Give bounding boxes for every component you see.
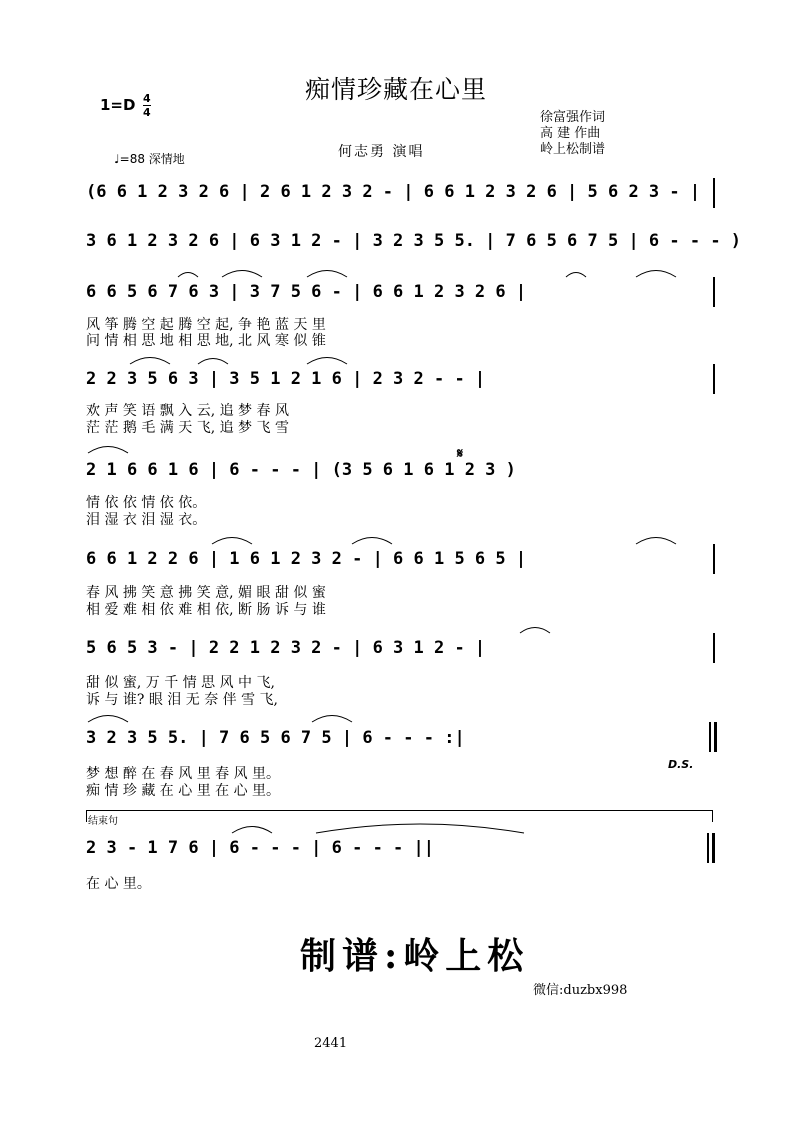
tie — [316, 824, 524, 833]
lyric-row-5-verse-2: 泪 湿 衣 泪 湿 衣。 — [86, 512, 207, 528]
lyric-row-7-verse-1: 甜 似 蜜, 万 千 情 思 风 中 飞, — [86, 675, 275, 691]
notation-row-7: 5 6 5 3 - | 2 2 1 2 3 2 - | 6 3 1 2 - | — [86, 638, 486, 658]
slur — [352, 538, 392, 545]
transcriber-signature: 制谱:岭上松 — [300, 935, 530, 977]
segno-sign: 𝄋 — [457, 446, 464, 462]
slur — [232, 827, 272, 834]
credits — [540, 110, 605, 158]
ending-label: 结束句 — [88, 816, 118, 827]
slur — [636, 271, 676, 278]
time-signature-denominator: 4 — [143, 106, 151, 119]
barline — [713, 544, 715, 574]
slur — [307, 358, 347, 365]
lyric-row-3-verse-2: 问 情 相 思 地 相 思 地, 北 风 寒 似 锥 — [86, 333, 326, 349]
ending-bracket-left — [86, 810, 87, 822]
da-segno-mark: D.S. — [668, 758, 694, 771]
slur — [88, 447, 128, 454]
slur — [307, 271, 347, 278]
slur — [212, 538, 252, 545]
notation-row-9: 2 3 - 1 7 6 | 6 - - - | 6 - - - || — [86, 838, 434, 858]
repeat-barline-thin — [709, 722, 711, 752]
notation-row-1: (6 6 1 2 3 2 6 | 2 6 1 2 3 2 - | 6 6 1 2 3 2 6 | 5 6 2 3 - | — [86, 182, 701, 202]
lyric-row-8-verse-2: 痴 情 珍 藏 在 心 里 在 心 里。 — [86, 783, 281, 799]
tempo-marking: ♩=88 深情地 — [114, 152, 185, 166]
lyric-row-4-verse-2: 茫 茫 鹅 毛 满 天 飞, 追 梦 飞 雪 — [86, 420, 289, 436]
barline — [713, 364, 715, 394]
lyric-row-7-verse-2: 诉 与 谁? 眼 泪 无 奈 伴 雪 飞, — [86, 692, 279, 708]
page-title: 痴情珍藏在心里 — [304, 75, 487, 104]
slur — [178, 273, 198, 278]
lyricist-credit: 徐富强作词 — [540, 110, 606, 125]
slur — [130, 358, 170, 365]
slur — [88, 716, 128, 723]
slur — [636, 538, 676, 545]
notation-row-3: 6 6 5 6 7 6 3 | 3 7 5 6 - | 6 6 1 2 3 2 6 | — [86, 282, 527, 302]
notation-row-5: 2 1 6 6 1 6 | 6 - - - | (3 5 6 1 6 1 2 3 ) — [86, 460, 516, 480]
notation-row-6: 6 6 1 2 2 6 | 1 6 1 2 3 2 - | 6 6 1 5 6 5 | — [86, 549, 527, 569]
lyric-row-8-verse-1: 梦 想 醉 在 春 风 里 春 风 里。 — [86, 766, 281, 782]
key-signature: 1=D — [100, 96, 136, 114]
lyric-row-6-verse-1: 春 风 拂 笑 意 拂 笑 意, 媚 眼 甜 似 蜜 — [86, 585, 326, 601]
notation-row-2: 3 6 1 2 3 2 6 | 6 3 1 2 - | 3 2 3 5 5. | 7 6 5 6 7 5 | 6 - - - ) — [86, 231, 742, 251]
lyric-row-9: 在 心 里。 — [86, 876, 151, 892]
slur — [520, 628, 550, 634]
time-signature-numerator: 4 — [143, 92, 151, 105]
ending-bracket — [86, 810, 713, 811]
final-barline-thin — [707, 833, 709, 863]
page-number: 2441 — [314, 1036, 348, 1051]
time-signature — [143, 92, 151, 119]
composer-credit: 高 建 作曲 — [540, 126, 601, 141]
notation-row-8: 3 2 3 5 5. | 7 6 5 6 7 5 | 6 - - - :| — [86, 728, 465, 748]
ending-bracket-right — [712, 810, 713, 822]
slur — [222, 271, 262, 278]
performer: 何志勇 演唱 — [338, 144, 425, 160]
final-barline-thick — [712, 833, 715, 863]
lyric-row-5-verse-1: 情 依 依 情 依 依。 — [86, 495, 207, 511]
barline — [713, 178, 715, 208]
slur — [566, 273, 586, 278]
repeat-barline-thick — [714, 722, 717, 752]
lyric-row-4-verse-1: 欢 声 笑 语 飘 入 云, 追 梦 春 风 — [86, 403, 289, 419]
barline — [713, 633, 715, 663]
transcriber-credit: 岭上松制谱 — [540, 142, 606, 157]
lyric-row-3-verse-1: 风 筝 腾 空 起 腾 空 起, 争 艳 蓝 天 里 — [86, 317, 326, 333]
wechat-contact: 微信:duzbx998 — [533, 983, 628, 998]
lyric-row-6-verse-2: 相 爱 难 相 依 难 相 依, 断 肠 诉 与 谁 — [86, 602, 326, 618]
notation-row-4: 2 2 3 5 6 3 | 3 5 1 2 1 6 | 2 3 2 - - | — [86, 369, 486, 389]
slur — [198, 359, 228, 365]
barline — [713, 277, 715, 307]
slur — [312, 716, 352, 723]
